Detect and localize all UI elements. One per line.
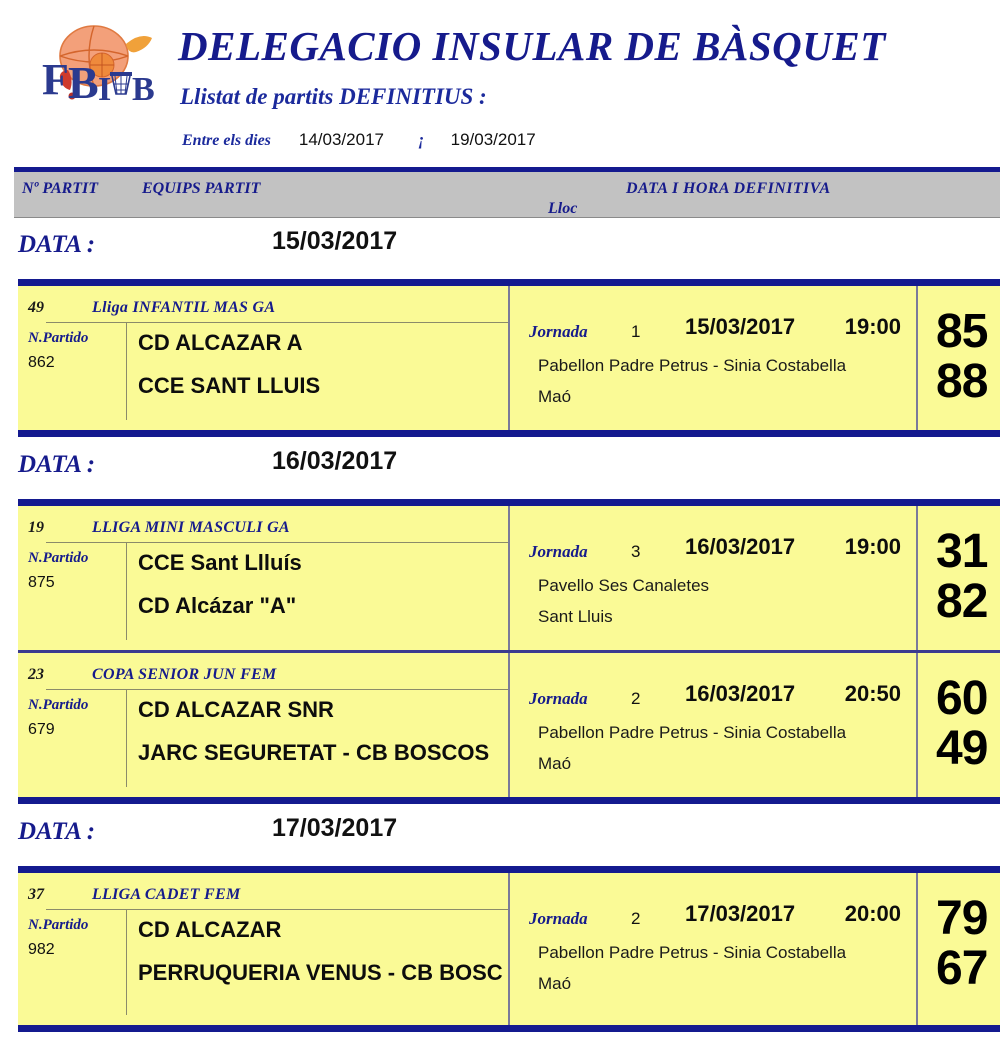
section-rule-bottom: [18, 430, 1000, 437]
jornada-value: 2: [631, 909, 641, 928]
svg-text:B: B: [68, 57, 99, 108]
document-header: [0, 0, 1000, 165]
match-city: Maó: [538, 387, 572, 406]
home-team-name: CD ALCAZAR A: [138, 330, 303, 355]
date-label: DATA :: [18, 451, 96, 478]
match-info-block: [513, 873, 903, 1025]
away-team-name: JARC SEGURETAT - CB BOSCOS: [138, 740, 490, 765]
match-venue: Pabellon Padre Petrus - Sinia Costabella: [538, 943, 847, 962]
home-score: 85: [936, 305, 988, 358]
row-underline: [46, 542, 508, 543]
score-block: [918, 506, 1000, 650]
column-divider: [508, 506, 510, 650]
date-section-header: [0, 437, 1000, 499]
match-venue: Pabellon Padre Petrus - Sinia Costabella: [538, 356, 847, 375]
section-rule-bottom: [18, 797, 1000, 804]
n-partido-label: N.Partido: [28, 330, 89, 346]
row-vertical-divider: [126, 689, 127, 787]
match-city: Maó: [538, 754, 572, 773]
row-underline: [46, 909, 508, 910]
date-label: DATA :: [18, 818, 96, 845]
match-row[interactable]: [18, 873, 1000, 1025]
date-section-header: [0, 217, 1000, 279]
date-value: 17/03/2017: [272, 814, 398, 842]
match-number: 37: [28, 886, 44, 903]
date-range-label: Entre els dies: [182, 132, 271, 149]
competition-name: LLIGA CADET FEM: [92, 886, 241, 903]
competition-name: COPA SENIOR JUN FEM: [92, 666, 277, 683]
date-section-header: [0, 804, 1000, 866]
n-partido-label: N.Partido: [28, 917, 89, 933]
section-rule-top: [18, 866, 1000, 873]
column-header-lloc: Lloc: [548, 200, 578, 217]
match-city: Maó: [538, 974, 572, 993]
page-title: DELEGACIO INSULAR DE BÀSQUET: [178, 23, 886, 69]
match-date: 17/03/2017: [685, 901, 796, 926]
competition-name: Lliga INFANTIL MAS GA: [92, 299, 276, 316]
home-score: 31: [936, 525, 988, 578]
away-score: 67: [936, 942, 988, 995]
away-score: 88: [936, 355, 988, 408]
match-time: 20:50: [844, 681, 901, 706]
match-time: 20:00: [844, 901, 901, 926]
column-divider: [508, 873, 510, 1025]
row-vertical-divider: [126, 542, 127, 640]
row-underline: [46, 322, 508, 323]
row-underline: [46, 689, 508, 690]
match-left-block: [18, 506, 508, 650]
date-label: DATA :: [18, 231, 96, 258]
away-score: 49: [936, 722, 988, 775]
match-number: 23: [28, 666, 44, 683]
match-time: 19:00: [844, 314, 901, 339]
table-column-header: [14, 167, 1000, 217]
column-divider: [508, 286, 510, 430]
jornada-value: 1: [631, 322, 641, 341]
match-city: Sant Lluis: [538, 607, 613, 626]
match-info-block: [513, 506, 903, 650]
match-left-block: [18, 286, 508, 430]
column-header-bar: [14, 172, 1000, 218]
row-vertical-divider: [126, 322, 127, 420]
match-time: 19:00: [844, 534, 901, 559]
jornada-value: 3: [631, 542, 641, 561]
home-team-name: CCE Sant Llluís: [138, 550, 302, 575]
match-left-block: [18, 653, 508, 797]
n-partido-label: N.Partido: [28, 697, 89, 713]
jornada-label: Jornada: [529, 689, 588, 708]
column-header-data-hora: DATA I HORA DEFINITIVA: [626, 180, 831, 197]
home-team-name: CD ALCAZAR: [138, 917, 282, 942]
match-info-block: [513, 653, 903, 797]
home-score: 79: [936, 892, 988, 945]
row-vertical-divider: [126, 909, 127, 1015]
match-row[interactable]: [18, 653, 1000, 797]
match-date: 15/03/2017: [685, 314, 796, 339]
n-partido-label: N.Partido: [28, 550, 89, 566]
fbib-logo: [34, 22, 160, 108]
match-left-block: [18, 873, 508, 1025]
jornada-value: 2: [631, 689, 641, 708]
page-subtitle: Llistat de partits DEFINITIUS :: [180, 84, 487, 109]
score-block: [918, 873, 1000, 1025]
jornada-label: Jornada: [529, 542, 588, 561]
n-partido-value: 862: [28, 354, 55, 371]
date-value: 15/03/2017: [272, 227, 398, 255]
n-partido-value: 679: [28, 721, 55, 738]
match-venue: Pabellon Padre Petrus - Sinia Costabella: [538, 723, 847, 742]
match-venue: Pavello Ses Canaletes: [538, 576, 710, 595]
date-range-from: 14/03/2017: [298, 130, 384, 149]
section-rule-bottom: [18, 1025, 1000, 1032]
away-team-name: CCE SANT LLUIS: [138, 373, 321, 398]
svg-text:B: B: [132, 71, 155, 108]
date-range-separator: ¡: [417, 130, 425, 149]
competition-name: LLIGA MINI MASCULI GA: [92, 519, 290, 536]
match-number: 49: [28, 299, 44, 316]
jornada-label: Jornada: [529, 909, 588, 928]
n-partido-value: 982: [28, 941, 55, 958]
match-number: 19: [28, 519, 44, 536]
date-value: 16/03/2017: [272, 447, 398, 475]
n-partido-value: 875: [28, 574, 55, 591]
column-divider: [508, 653, 510, 797]
away-team-name: PERRUQUERIA VENUS - CB BOSC: [138, 960, 503, 985]
svg-text:F: F: [42, 55, 69, 104]
column-header-num-partit: Nº PARTIT: [22, 180, 99, 197]
match-date: 16/03/2017: [685, 681, 796, 706]
home-score: 60: [936, 672, 988, 725]
match-date: 16/03/2017: [685, 534, 796, 559]
schedule-body: [0, 217, 1000, 1032]
away-team-name: CD Alcázar "A": [138, 593, 297, 618]
jornada-label: Jornada: [529, 322, 588, 341]
score-block: [918, 653, 1000, 797]
column-header-equips: EQUIPS PARTIT: [142, 180, 261, 197]
svg-text:I: I: [98, 71, 112, 108]
match-row[interactable]: [18, 506, 1000, 650]
date-range: [182, 130, 536, 150]
home-team-name: CD ALCAZAR SNR: [138, 697, 334, 722]
score-block: [918, 286, 1000, 430]
away-score: 82: [936, 575, 988, 628]
section-rule-top: [18, 279, 1000, 286]
section-rule-top: [18, 499, 1000, 506]
date-range-to: 19/03/2017: [450, 130, 536, 149]
match-row[interactable]: [18, 286, 1000, 430]
match-info-block: [513, 286, 903, 430]
